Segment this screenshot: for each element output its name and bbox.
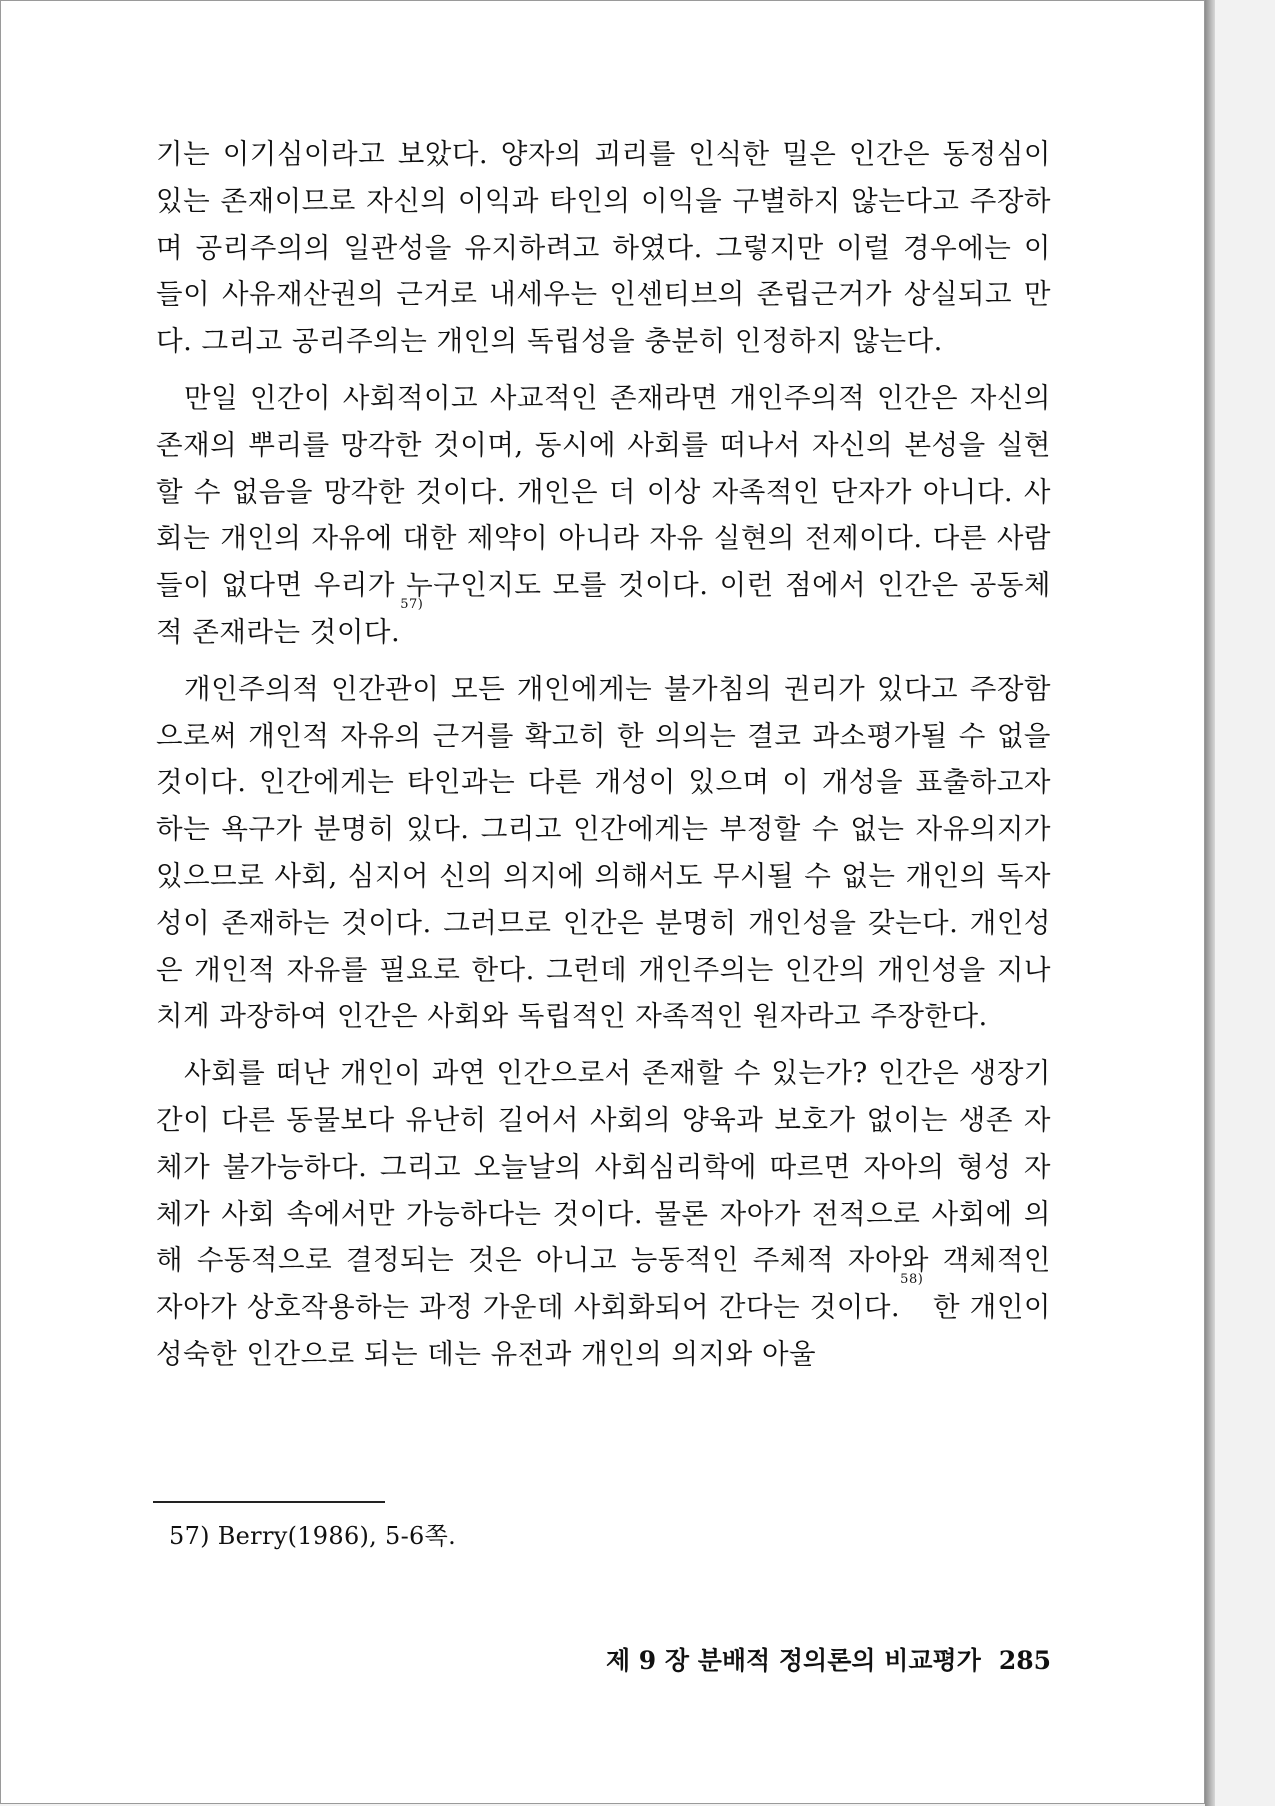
page-number: 285 <box>998 1646 1051 1675</box>
paragraph-4 <box>156 1050 1051 1378</box>
footnote-ref-58: 58) <box>900 1272 924 1288</box>
body-text <box>156 131 1051 1378</box>
paragraph-2-text: 만일 인간이 사회적이고 사교적인 존재라면 개인주의적 인간은 자신의 존재의 뿌리를 망각한 것이며, 동시에 사회를 떠나서 자신의 본성을 실현할 수 없음을 망각한 것이다. 개인은 더 이상 자족적인 단자가 아니다. 사회는 개인의 자유에 대한 제약이 아니라 자유 실현의 전제이다. 다른 사람들이 없다면 우리가 누구인지도 모를 것이다. 이런 점에서 인간은 공동체적 존재라는 것이다. <box>156 381 1051 648</box>
paragraph-4-text-cont: 한 개인이 성숙한 인간으로 되는 데는 유전과 개인의 의지와 아울 <box>156 1291 1051 1370</box>
paragraph-2 <box>156 375 1051 656</box>
paragraph-1-text: 기는 이기심이라고 보았다. 양자의 괴리를 인식한 밀은 인간은 동정심이 있는 존재이므로 자신의 이익과 타인의 이익을 구별하지 않는다고 주장하며 공리주의의 일관성을 유지하려고 하였다. 그렇지만 이럴 경우에는 이들이 사유재산권의 근거로 내세우는 인센티브의 존립근거가 상실되고 만다. 그리고 공리주의는 개인의 독립성을 충분히 인정하지 않는다. <box>156 138 1051 358</box>
paragraph-1 <box>156 131 1051 365</box>
paragraph-4-text: 사회를 떠난 개인이 과연 인간으로서 존재할 수 있는가? 인간은 생장기간이 다른 동물보다 유난히 길어서 사회의 양육과 보호가 없이는 생존 자체가 불가능하다. 그리고 오늘날의 사회심리학에 따르면 자아의 형성 자체가 사회 속에서만 가능하다는 것이다. 물론 자아가 전적으로 사회에 의해 수동적으로 결정되는 것은 아니고 능동적인 주체적 자아와 객체적인 자아가 상호작용하는 과정 가운데 사회화되어 간다는 것이다. <box>156 1057 1052 1324</box>
paragraph-3-text: 개인주의적 인간관이 모든 개인에게는 불가침의 권리가 있다고 주장함으로써 개인적 자유의 근거를 확고히 한 의의는 결코 과소평가될 수 없을 것이다. 인간에게는 타인과는 다른 개성이 있으며 이 개성을 표출하고자 하는 욕구가 분명히 있다. 그리고 인간에게는 부정할 수 없는 자유의지가 있으므로 사회, 심지어 신의 의지에 의해서도 무시될 수 없는 개인의 독자성이 존재하는 것이다. 그러므로 인간은 분명히 개인성을 갖는다. 개인성은 개인적 자유를 필요로 한다. 그런데 개인주의는 인간의 개인성을 지나치게 과장하여 인간은 사회와 독립적인 자족적인 원자라고 주장한다. <box>156 672 1051 1033</box>
chapter-title: 제 9 장 분배적 정의론의 비교평가 <box>605 1646 981 1675</box>
footnote-57: 57) Berry(1986), 5-6쪽. <box>169 1522 456 1550</box>
footnote-divider <box>153 1501 385 1503</box>
running-footer <box>581 1641 1051 1677</box>
page-edge-shadow <box>1205 0 1215 1806</box>
footnote-ref-57: 57) <box>400 596 424 612</box>
paragraph-3 <box>156 666 1051 1040</box>
